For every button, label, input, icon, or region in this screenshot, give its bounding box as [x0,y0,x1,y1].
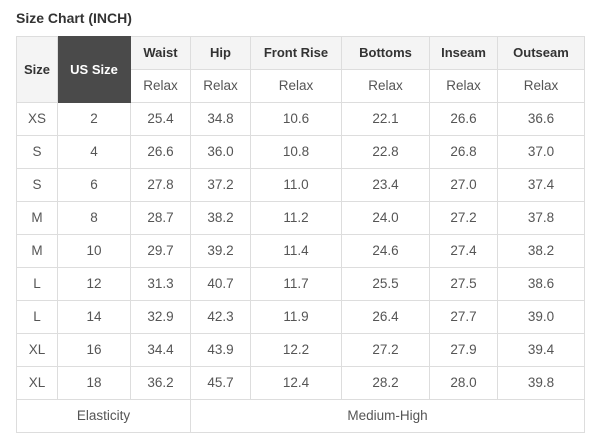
column-header-waist: Waist [131,37,191,70]
us-size-cell: 10 [58,235,131,268]
bottoms-cell: 27.2 [342,334,430,367]
table-header [17,37,585,103]
waist-cell: 36.2 [131,367,191,400]
outseam-cell: 38.6 [498,268,585,301]
hip-cell: 43.9 [191,334,251,367]
size-cell: S [17,136,58,169]
size-cell: XS [17,103,58,136]
size-chart-table [16,36,585,433]
elasticity-label: Elasticity [17,400,191,433]
inseam-cell: 27.2 [430,202,498,235]
waist-cell: 34.4 [131,334,191,367]
waist-cell: 25.4 [131,103,191,136]
waist-cell: 27.8 [131,169,191,202]
table-row [17,202,585,235]
bottoms-cell: 24.6 [342,235,430,268]
bottoms-cell: 26.4 [342,301,430,334]
front-rise-cell: 10.6 [251,103,342,136]
outseam-cell: 37.4 [498,169,585,202]
bottoms-cell: 22.1 [342,103,430,136]
bottoms-cell: 23.4 [342,169,430,202]
hip-cell: 45.7 [191,367,251,400]
table-row [17,103,585,136]
outseam-cell: 37.0 [498,136,585,169]
size-cell: XL [17,334,58,367]
column-header-inseam: Inseam [430,37,498,70]
us-size-cell: 12 [58,268,131,301]
subheader-outseam-fit: Relax [498,70,585,103]
column-header-us-size: US Size [58,37,131,103]
front-rise-cell: 12.4 [251,367,342,400]
elasticity-value: Medium-High [191,400,585,433]
inseam-cell: 27.0 [430,169,498,202]
waist-cell: 32.9 [131,301,191,334]
table-body [17,103,585,400]
waist-cell: 31.3 [131,268,191,301]
subheader-waist-fit: Relax [131,70,191,103]
front-rise-cell: 12.2 [251,334,342,367]
column-header-size: Size [17,37,58,103]
hip-cell: 34.8 [191,103,251,136]
bottoms-cell: 28.2 [342,367,430,400]
table-row [17,136,585,169]
table-row [17,301,585,334]
column-header-front-rise: Front Rise [251,37,342,70]
table-row [17,268,585,301]
size-cell: M [17,235,58,268]
waist-cell: 26.6 [131,136,191,169]
subheader-inseam-fit: Relax [430,70,498,103]
hip-cell: 40.7 [191,268,251,301]
us-size-cell: 2 [58,103,131,136]
column-header-bottoms: Bottoms [342,37,430,70]
us-size-cell: 8 [58,202,131,235]
table-footer [17,400,585,433]
outseam-cell: 38.2 [498,235,585,268]
size-cell: S [17,169,58,202]
hip-cell: 38.2 [191,202,251,235]
inseam-cell: 27.4 [430,235,498,268]
table-row [17,235,585,268]
hip-cell: 39.2 [191,235,251,268]
outseam-cell: 39.4 [498,334,585,367]
front-rise-cell: 11.0 [251,169,342,202]
hip-cell: 42.3 [191,301,251,334]
table-row [17,169,585,202]
table-row [17,334,585,367]
size-cell: M [17,202,58,235]
us-size-cell: 18 [58,367,131,400]
front-rise-cell: 11.2 [251,202,342,235]
subheader-bottoms-fit: Relax [342,70,430,103]
waist-cell: 29.7 [131,235,191,268]
inseam-cell: 26.8 [430,136,498,169]
waist-cell: 28.7 [131,202,191,235]
outseam-cell: 37.8 [498,202,585,235]
size-cell: L [17,301,58,334]
bottoms-cell: 25.5 [342,268,430,301]
outseam-cell: 39.0 [498,301,585,334]
front-rise-cell: 11.4 [251,235,342,268]
size-cell: XL [17,367,58,400]
inseam-cell: 27.7 [430,301,498,334]
column-header-outseam: Outseam [498,37,585,70]
us-size-cell: 4 [58,136,131,169]
front-rise-cell: 11.7 [251,268,342,301]
page-title: Size Chart (INCH) [16,10,132,26]
subheader-hip-fit: Relax [191,70,251,103]
us-size-cell: 16 [58,334,131,367]
bottoms-cell: 24.0 [342,202,430,235]
front-rise-cell: 10.8 [251,136,342,169]
subheader-front-rise-fit: Relax [251,70,342,103]
header-row-labels [17,37,585,70]
outseam-cell: 39.8 [498,367,585,400]
bottoms-cell: 22.8 [342,136,430,169]
outseam-cell: 36.6 [498,103,585,136]
hip-cell: 36.0 [191,136,251,169]
us-size-cell: 6 [58,169,131,202]
inseam-cell: 28.0 [430,367,498,400]
column-header-hip: Hip [191,37,251,70]
inseam-cell: 27.5 [430,268,498,301]
table-row [17,367,585,400]
hip-cell: 37.2 [191,169,251,202]
elasticity-row [17,400,585,433]
inseam-cell: 26.6 [430,103,498,136]
us-size-cell: 14 [58,301,131,334]
front-rise-cell: 11.9 [251,301,342,334]
inseam-cell: 27.9 [430,334,498,367]
size-cell: L [17,268,58,301]
